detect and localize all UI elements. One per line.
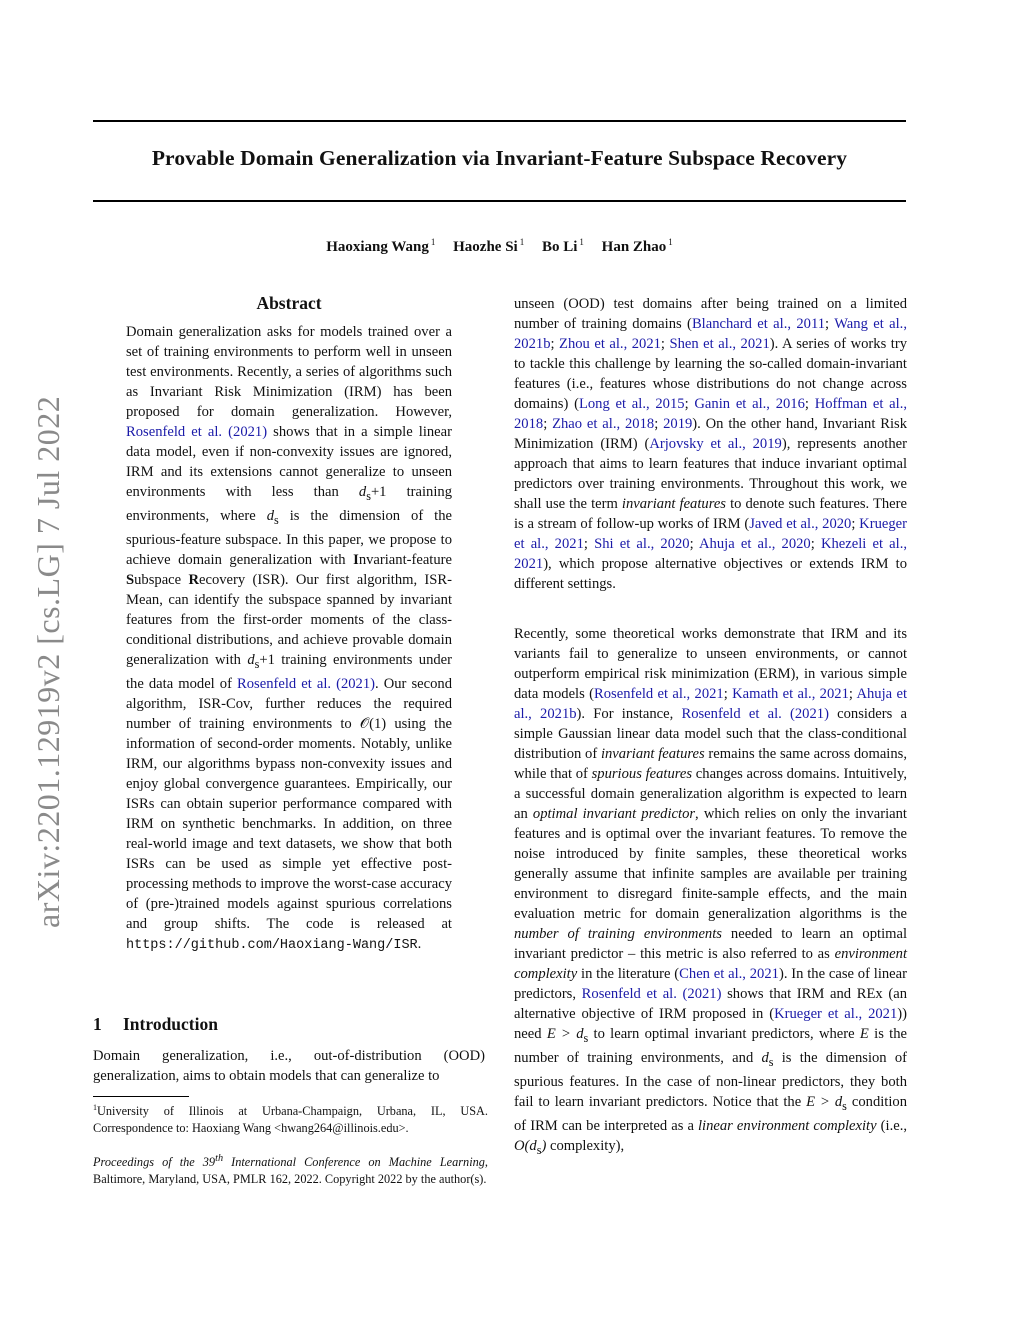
citation-link[interactable]: Wang et al., 2021b — [514, 316, 907, 352]
abstract-heading: Abstract — [256, 293, 322, 313]
citation-link[interactable]: Rosenfeld et al. (2021) — [126, 424, 268, 440]
citation-link[interactable]: Rosenfeld et al., 2021 — [594, 686, 724, 702]
citation-link[interactable]: Blanchard et al., 2011 — [691, 316, 826, 332]
citation-link[interactable]: Chen et al., 2021 — [679, 966, 779, 982]
citation-link[interactable]: Hoffman et al., 2018 — [514, 396, 907, 432]
proceedings-note: Proceedings of the 39th International Conference on Machine Learning, Baltimore, Maryland, USA, PMLR 162, 2022. Copyright 2022 by the author(s). — [93, 1153, 488, 1187]
author-list — [93, 237, 906, 256]
author: Haoxiang Wang $^1$ — [326, 237, 436, 255]
citation-link[interactable]: Krueger et al., 2021 — [774, 1006, 898, 1022]
intro-paragraph-right-1: unseen (OOD) test domains after being trained on a limited number of training domains (Blanchard et al., 2011; Wang et al., 2021b; Zhou et al., 2021; Shen et al., 2021). A series of works try to tackle this challenge by learning the so-called domain-invariant features (i.e., features whose distributions do not change across domains) (Long et al., 2015; Ganin et al., 2016; Hoffman et al., 2018; Zhao et al., 2018; 2019). On the other hand, Invariant Risk Minimization (IRM) (Arjovsky et al., 2019), represents another approach that aims to learn features that induce invariant optimal predictors over training environments. Throughout this work, we shall use the term invariant features to denote such features. There is a stream of follow-up works of IRM (Javed et al., 2020; Krueger et al., 2021; Shi et al., 2020; Ahuja et al., 2020; Khezeli et al., 2021), which propose alternative objectives or extends IRM to different settings. — [514, 296, 908, 592]
citation-link[interactable]: Javed et al., 2020 — [749, 516, 852, 532]
title-rule-bottom — [93, 200, 906, 202]
citation-link[interactable]: Shi et al., 2020 — [594, 536, 690, 552]
citation-link[interactable]: Arjovsky et al., 2019 — [649, 436, 782, 452]
section-heading-introduction: 1 Introduction — [93, 1014, 218, 1034]
author: Bo Li $^1$ — [541, 237, 584, 255]
citation-link[interactable]: 2019 — [663, 416, 693, 432]
citation-link[interactable]: Ahuja et al., 2021b — [514, 686, 907, 722]
abstract-body: Domain generalization asks for models trained over a set of training environments to perform well in unseen test environments. Recently, a series of algorithms such as Invariant Risk Minimization (IRM) has been proposed for domain generalization. However, Rosenfeld et al. (2021) shows that in a simple linear data model, even if non-convexity issues are ignored, IRM and its extensions cannot generalize to unseen environments with less than $d_s+1$ training environments, where $d_s$ is the dimension of the spurious-feature subspace. In this paper, we propose to achieve domain generalization with Invariant-feature Subspace Recovery (ISR). Our first algorithm, ISR-Mean, can identify the subspace spanned by invariant features from the first-order moments of the class-conditional distributions, and achieve provable domain generalization with $d_s+1$ training environments under the data model of Rosenfeld et al. (2021). Our second algorithm, ISR-Cov, further reduces the required number of training environments to 𝒪(1) using the information of second-order moments. Notably, unlike IRM, our algorithms bypass non-convexity issues and enjoy global convergence guarantees. Empirically, our ISRs can obtain superior performance compared with IRM on synthetic benchmarks. In addition, on three real-world image and text datasets, we show that both ISRs can be used as simple yet effective post-processing methods to improve the worst-case accuracy of (pre-)trained models against spurious correlations and group shifts. The code is released at https://github.com/Haoxiang-Wang/ISR. — [126, 324, 453, 953]
arxiv-identifier[interactable]: arXiv:2201.12919v2 [cs.LG] 7 Jul 2022 — [30, 395, 66, 928]
footnote-rule — [93, 1096, 189, 1097]
citation-link[interactable]: Shen et al., 2021 — [669, 336, 770, 352]
title-rule-top — [93, 120, 906, 122]
citation-link[interactable]: Krueger et al., 2021 — [514, 516, 907, 552]
author: Haozhe Si $^1$ — [453, 237, 525, 255]
citation-link[interactable]: Rosenfeld et al. (2021) — [681, 706, 829, 722]
code-url-link[interactable]: https://github.com/Haoxiang-Wang/ISR — [126, 937, 418, 953]
citation-link[interactable]: Zhou et al., 2021 — [559, 336, 661, 352]
citation-link[interactable]: Kamath et al., 2021 — [732, 686, 849, 702]
intro-paragraph: Domain generalization, i.e., out-of-distribution (OOD) generalization, aims to obtain models that can generalize to — [93, 1048, 485, 1084]
citation-link[interactable]: Ahuja et al., 2020 — [699, 536, 811, 552]
paper-title: Provable Domain Generalization via Invariant-Feature Subspace Recovery — [151, 146, 848, 170]
citation-link[interactable]: Rosenfeld et al. (2021) — [581, 986, 722, 1002]
citation-link[interactable]: Zhao et al., 2018 — [552, 416, 655, 432]
citation-link[interactable]: Long et al., 2015 — [578, 396, 685, 412]
author: Han Zhao $^1$ — [601, 237, 673, 255]
citation-link[interactable]: Rosenfeld et al. (2021) — [237, 675, 375, 692]
affiliation-footnote: $^1$University of Illinois at Urbana-Champaign, Urbana, IL, USA. Correspondence to: Haoxiang Wang <hwang264@illinois.edu>. — [93, 1103, 488, 1136]
intro-paragraph-right-2: Recently, some theoretical works demonstrate that IRM and its variants fail to generalize to unseen environments, or cannot outperform empirical risk minimization (ERM), in various simple data models (Rosenfeld et al., 2021; Kamath et al., 2021; Ahuja et al., 2021b). For instance, Rosenfeld et al. (2021) considers a simple Gaussian linear data model such that the class-conditional distribution of invariant features remains the same across domains, while that of spurious features changes across domains. Intuitively, a successful domain generalization algorithm is expected to learn an optimal invariant predictor, which relies on only the invariant features and is optimal over the invariant features. To remove the noise introduced by finite samples, these theoretical works generally assume that infinite samples are available per training environment to disregard finite-sample effects, and the main evaluation metric for domain generalization algorithms is the number of training environments needed to learn an optimal invariant predictor – this metric is also referred to as environment complexity in the literature (Chen et al., 2021). In the case of linear predictors, Rosenfeld et al. (2021) shows that IRM and REx (an alternative objective of IRM proposed in (Krueger et al., 2021)) need $E > d_s$ to learn optimal invariant predictors, where E is the number of training environments, and $d_s$ is the dimension of spurious features. In the case of non-linear predictors, they both fail to learn invariant predictors. Notice that the $E > d_s$ condition of IRM can be interpreted as a linear environment complexity (i.e., $O(d_s)$ complexity), — [514, 626, 908, 1157]
citation-link[interactable]: Khezeli et al., 2021 — [514, 536, 907, 572]
citation-link[interactable]: Ganin et al., 2016 — [694, 396, 805, 412]
